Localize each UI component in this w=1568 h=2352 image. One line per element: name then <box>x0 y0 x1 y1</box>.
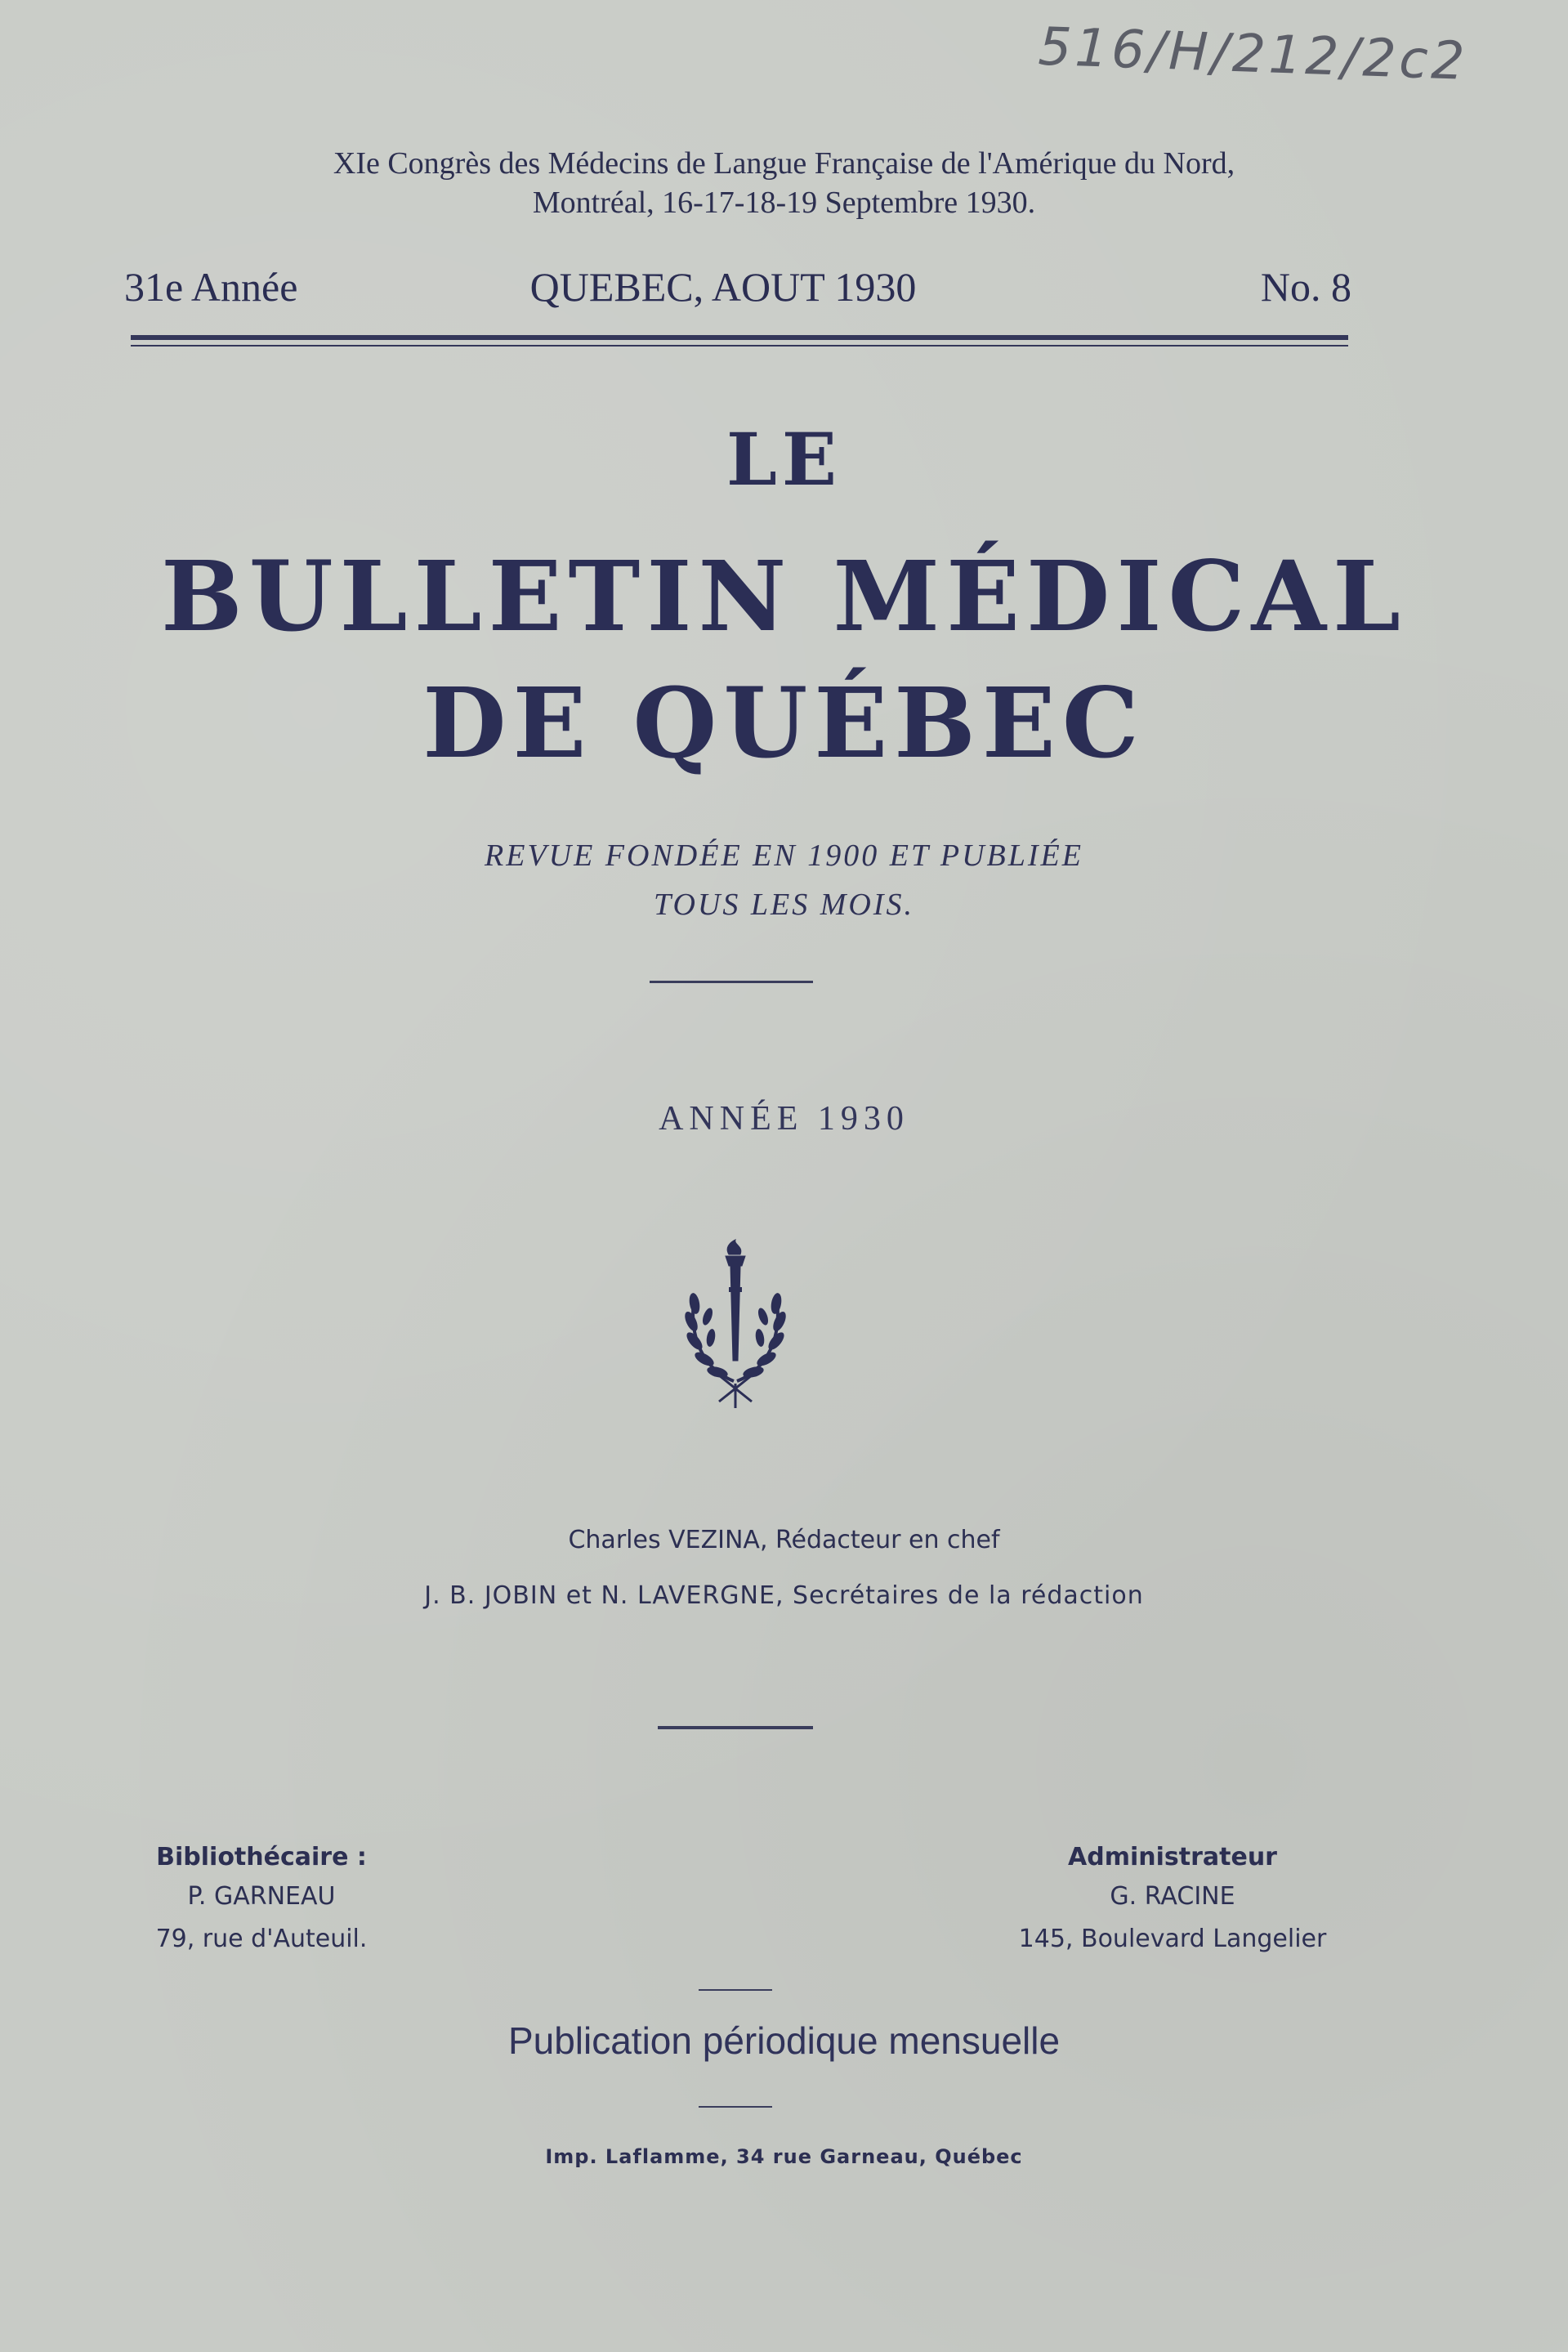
year-heading: ANNÉE 1930 <box>659 1100 909 1138</box>
title-line-3: DE QUÉBEC <box>422 666 1146 780</box>
divider-rule <box>699 1989 772 1991</box>
librarian-name: P. GARNEAU <box>187 1882 336 1911</box>
issue-number: No. 8 <box>1260 264 1351 310</box>
handwritten-call-number: 516/H/212/2c2 <box>1037 16 1469 92</box>
administrator-label: Administrateur <box>1068 1843 1277 1871</box>
divider-rule <box>650 981 813 983</box>
editorial-secretaries: J. B. JOBIN et N. LAVERGNE, Secrétaires de la rédaction <box>424 1581 1144 1610</box>
administrator-address: 145, Boulevard Langelier <box>1018 1925 1327 1953</box>
header-rule-thick <box>131 335 1348 340</box>
congress-line-2: Montréal, 16-17-18-19 Septembre 1930. <box>532 186 1036 220</box>
librarian-address: 79, rue d'Auteuil. <box>155 1925 368 1953</box>
title-line-1: LE <box>726 417 842 502</box>
congress-line-1: XIe Congrès des Médecins de Langue Française de l'Amérique du Nord, <box>333 146 1235 181</box>
divider-rule <box>658 1726 813 1729</box>
subtitle-line-1: REVUE FONDÉE EN 1900 ET PUBLIÉE <box>485 838 1083 873</box>
publication-frequency: Publication périodique mensuelle <box>507 2019 1061 2062</box>
volume-year: 31e Année <box>124 264 298 310</box>
issue-place-date: QUEBEC, AOUT 1930 <box>529 264 917 310</box>
header-rule-thin <box>131 345 1348 347</box>
subtitle-line-2: TOUS LES MOIS. <box>654 888 914 922</box>
torch-laurel-emblem-icon <box>670 1238 801 1410</box>
editor-in-chief: Charles VEZINA, Rédacteur en chef <box>568 1526 1000 1554</box>
printer-imprint: Imp. Laflamme, 34 rue Garneau, Québec <box>545 2145 1023 2168</box>
title-line-2: BULLETIN MÉDICAL <box>161 539 1407 653</box>
administrator-name: G. RACINE <box>1110 1882 1235 1911</box>
divider-rule <box>699 2106 772 2108</box>
librarian-label: Bibliothécaire : <box>156 1843 367 1871</box>
